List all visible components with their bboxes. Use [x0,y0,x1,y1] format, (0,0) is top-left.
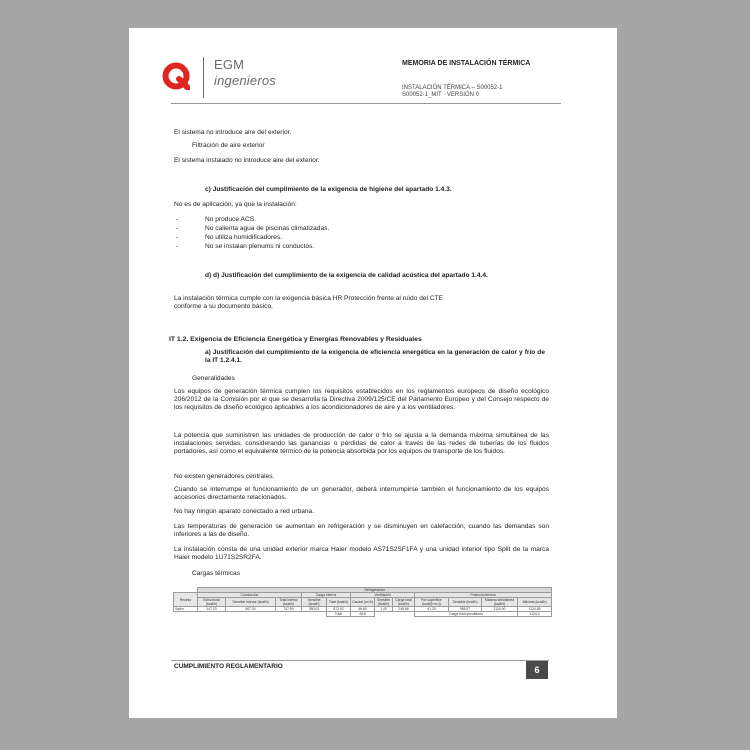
paragraph: La instalación consta de una unidad exterior marca Haier modelo AS71S2SF1FA y una unidad interior tipo Split de la marca Haier modelo 1U71S2SR2FA. [174,546,549,561]
document-code: INSTALACIÓN TÉRMICA – S00052-1 [402,85,503,91]
requirements-list [176,215,476,251]
list-item: - No calienta agua de piscinas climatizadas. [176,224,476,233]
document-page [129,28,617,718]
table-header: Sensible (kcal/h) [449,598,482,607]
document-version: S00052-1_MIT · VERSIÓN 0 [402,92,479,98]
table-header: Sensible interior (kcal/h) [226,598,276,607]
section-heading-c: c) Justificación del cumplimiento de la exigencia de higiene del apartado 1.4.3. [205,186,452,193]
table-cell: 147.23 [198,607,226,612]
table-header: Estructural (kcal/h) [198,598,226,607]
table-cell: 41.20 [415,607,449,612]
list-item: - No produce ACS. [176,215,476,224]
subsection-label: Cargas térmicas [192,570,241,577]
paragraph: No hay ningún aparato conectado a red urbana. [174,508,315,515]
table-total-value: 1124.0 [518,612,552,617]
paragraph: Los equipos de generación térmica cumplen los requisitos establecidos en los reglamentos europeos de diseño ecológico 206/2012 de la Comisión por el que se desarrolla la Directiva 2009/125/CE del Parlamento Europeo y del Consejo respecto de los requisitos de diseño ecológico aplicables a los acondicionadores de aire y a los ventiladores. [174,388,549,411]
page-number: 6 [526,661,548,679]
table-header: Total (kcal/h) [327,598,351,607]
section-heading-d: d) d) Justificación del cumplimiento de la exigencia de calidad acústica del apartado 1.4.4. [205,272,488,279]
logo-line-ingenieros: ingenieros [214,73,276,88]
table-cell: Salón [174,607,198,612]
table-header: Carga total (kcal/h) [393,598,415,607]
paragraph: La potencia que suministren las unidades de producción de calor o frío se ajusta a la demanda máxima simultánea de las instalaciones servidas, considerando las ganancias o pérdidas de calor a través de las redes de tuberías de los fluidos portadores, así como el equivalente térmico de la potencia absorbida por los equipos de transporte de los fluidos. [174,432,549,455]
table-cell: 248.56 [393,607,415,612]
table-total-label: Carga total simultánea [415,612,518,617]
table-header: Recinto [174,593,198,607]
table-header: Máxima simultánea (kcal/h) [482,598,518,607]
footer-label: CUMPLIMIENTO REGLAMENTARIO [174,663,283,670]
table-header: Sensible (kcal/h) [375,598,393,607]
table-header: Sensible (kcal/h) [302,598,327,607]
table-group-header: Potencia térmica [415,593,552,598]
thermal-loads-table [173,587,552,617]
table-cell: 872.02 [327,607,351,612]
table-cell: 1.49 [375,607,393,612]
table-header: Por superficie (kcal/(h·m²)) [415,598,449,607]
it-section-title: IT 1.2. Exigencia de Eficiencia Energética y Energías Renovables y Residuales [169,336,422,343]
paragraph: El sistema instalado no introduce aire del exterior. [174,157,320,164]
table-header: Caudal (m³/h) [351,598,375,607]
list-item: - No utiliza humidificadores. [176,233,476,242]
egm-logo-icon [162,62,190,90]
logo-wordmark [214,57,276,89]
table-cell: 1124.58 [518,607,552,612]
table-cell: 747.59 [276,607,302,612]
table-total-label: Total [327,612,351,617]
table-group-header: Conducción [198,593,302,598]
subsection-label: Filtración de aire exterior [192,142,265,149]
paragraph: No existen generadores centrales. [174,473,275,480]
footer-rule [171,660,549,661]
table-total-value: 46.8 [351,612,375,617]
logo-divider [203,57,204,98]
section-heading-a: a) Justificación del cumplimiento de la exigencia de eficiencia energética en la generación de calor y frío de la IT 1.2.4.1. [205,349,545,364]
table-cell: 567.34 [226,607,276,612]
paragraph: Las temperaturas de generación se aumentan en refrigeración y se disminuyen en calefacción, cuando las demandas son inferiores a las de diseño. [174,523,549,538]
table-cell: 958.57 [449,607,482,612]
paragraph: El sistema no introduce aire del exterior. [174,129,292,136]
header-rule [171,103,561,104]
table-header: Total interior (kcal/h) [276,598,302,607]
document-subtitle [402,85,502,99]
table-cell: 1124.00 [482,607,518,612]
logo-line-egm: EGM [214,57,245,72]
table-group-header: Carga interna [302,593,351,598]
paragraph: No es de aplicación, ya que la instalación: [174,201,297,208]
table-total-row [174,612,552,617]
table-band-header: Refrigeración [198,588,552,593]
table-header: Máxima (kcal/h) [518,598,552,607]
paragraph: La instalación térmica cumple con la exigencia básica HR Protección frente al ruido del CTE conforme a su documento básico. [174,295,444,310]
subsection-label: Generalidades [192,375,235,382]
paragraph: Cuando se interrumpe el funcionamiento de un generador, deberá interrumpirse también el funcionamiento de los equipos accesorios directamente relacionados. [174,486,549,501]
table-group-header: Ventilación [351,593,415,598]
document-title: MEMORIA DE INSTALACIÓN TÉRMICA [402,60,531,67]
table-cell: 46.80 [351,607,375,612]
table-cell: 950.03 [302,607,327,612]
list-item: - No se instalan plenums ni conductos. [176,242,476,251]
